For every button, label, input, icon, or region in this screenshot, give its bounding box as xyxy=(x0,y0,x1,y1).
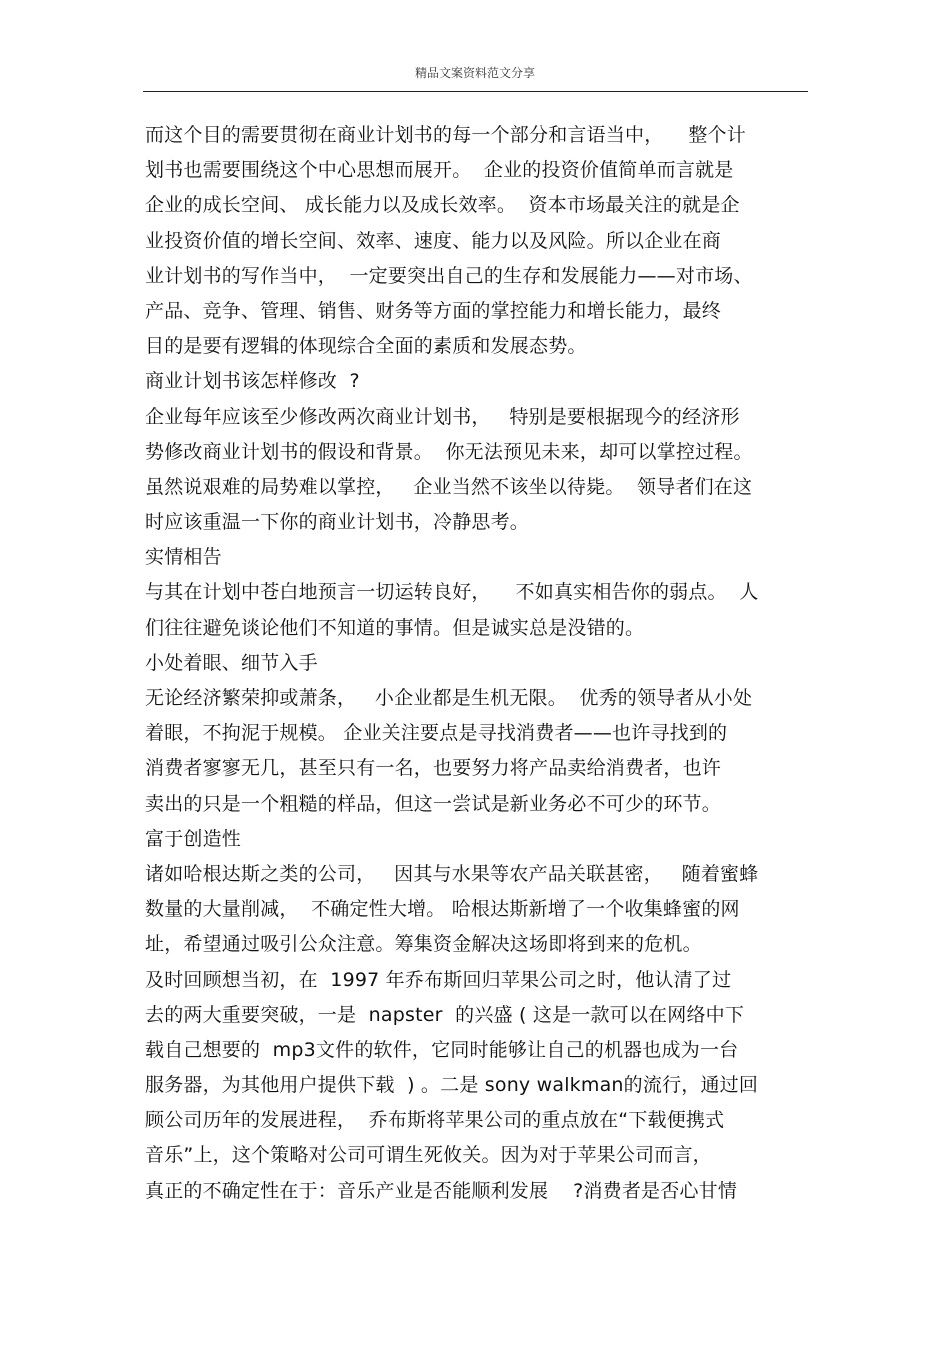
section-heading: 商业计划书该怎样修改 ? xyxy=(145,370,360,393)
text-line: 企业的成长空间、 成长能力以及成长效率。 资本市场最关注的就是企 xyxy=(145,194,740,217)
section-heading: 实情相告 xyxy=(145,546,222,569)
text-line: 着眼，不拘泥于规模。 企业关注要点是寻找消费者——也许寻找到的 xyxy=(145,722,728,745)
text-line: 卖出的只是一个粗糙的样品，但这一尝试是新业务必不可少的环节。 xyxy=(145,792,722,815)
text-line: 划书也需要围绕这个中心思想而展开。 企业的投资价值简单而言就是 xyxy=(145,159,734,182)
text-line: 址，希望通过吸引公众注意。筹集资金解决这场即将到来的危机。 xyxy=(145,933,702,956)
text-line: 真正的不确定性在于：音乐产业是否能顺利发展 ?消费者是否心甘情 xyxy=(145,1179,738,1202)
text-line: 消费者寥寥无几，甚至只有一名，也要努力将产品卖给消费者，也许 xyxy=(145,757,722,780)
text-line: 与其在计划中苍白地预言一切运转良好， 不如真实相告你的弱点。 人 xyxy=(145,581,759,604)
text-line: 时应该重温一下你的商业计划书，冷静思考。 xyxy=(145,511,530,534)
text-line: 诸如哈根达斯之类的公司， 因其与水果等农产品关联甚密， 随着蜜蜂 xyxy=(145,862,759,885)
page-header: 精品文案资料范文分享 xyxy=(414,66,535,80)
header-rule xyxy=(143,91,808,92)
section-heading: 富于创造性 xyxy=(145,827,242,850)
text-line: 音乐”上，这个策略对公司可谓生死攸关。因为对于苹果公司而言， xyxy=(145,1144,712,1167)
text-line: 无论经济繁荣抑或萧条， 小企业都是生机无限。 优秀的领导者从小处 xyxy=(145,687,753,709)
text-line: 业计划书的写作当中， 一定要突出自己的生存和发展能力——对市场、 xyxy=(145,264,753,287)
text-line: 载自己想要的 mp3文件的软件，它同时能够让自己的机器也成为一台 xyxy=(145,1038,739,1061)
text-line: 顾公司历年的发展进程， 乔布斯将苹果公司的重点放在“下载便携式 xyxy=(145,1109,725,1132)
section-heading: 小处着眼、细节入手 xyxy=(145,651,318,674)
text-line: 数量的大量削减， 不确定性大增。 哈根达斯新增了一个收集蜂蜜的网 xyxy=(145,898,740,921)
document-body xyxy=(145,118,815,1209)
text-line: 企业每年应该至少修改两次商业计划书， 特别是要根据现今的经济形 xyxy=(145,405,740,428)
text-line: 虽然说艰难的局势难以掌控， 企业当然不该坐以待毙。 领导者们在这 xyxy=(145,475,753,498)
text-line: 去的两大重要突破，一是 napster 的兴盛 ( 这是一款可以在网络中下 xyxy=(145,1003,745,1026)
text-line: 服务器，为其他用户提供下载 ) 。二是 sony walkman的流行，通过回 xyxy=(145,1074,759,1097)
text-line: 产品、竞争、管理、销售、财务等方面的掌控能力和增长能力，最终 xyxy=(145,299,722,322)
text-line: 们往往避免谈论他们不知道的事情。但是诚实总是没错的。 xyxy=(145,616,645,639)
text-line: 势修改商业计划书的假设和背景。 你无法预见未来，却可以掌控过程。 xyxy=(145,440,753,463)
text-line: 业投资价值的增长空间、效率、速度、能力以及风险。所以企业在商 xyxy=(145,229,722,252)
text-line: 而这个目的需要贯彻在商业计划书的每一个部分和言语当中， 整个计 xyxy=(145,124,746,146)
text-line: 及时回顾想当初，在 1997 年乔布斯回归苹果公司之时，他认清了过 xyxy=(145,968,732,991)
text-line: 目的是要有逻辑的体现综合全面的素质和发展态势。 xyxy=(145,335,587,358)
